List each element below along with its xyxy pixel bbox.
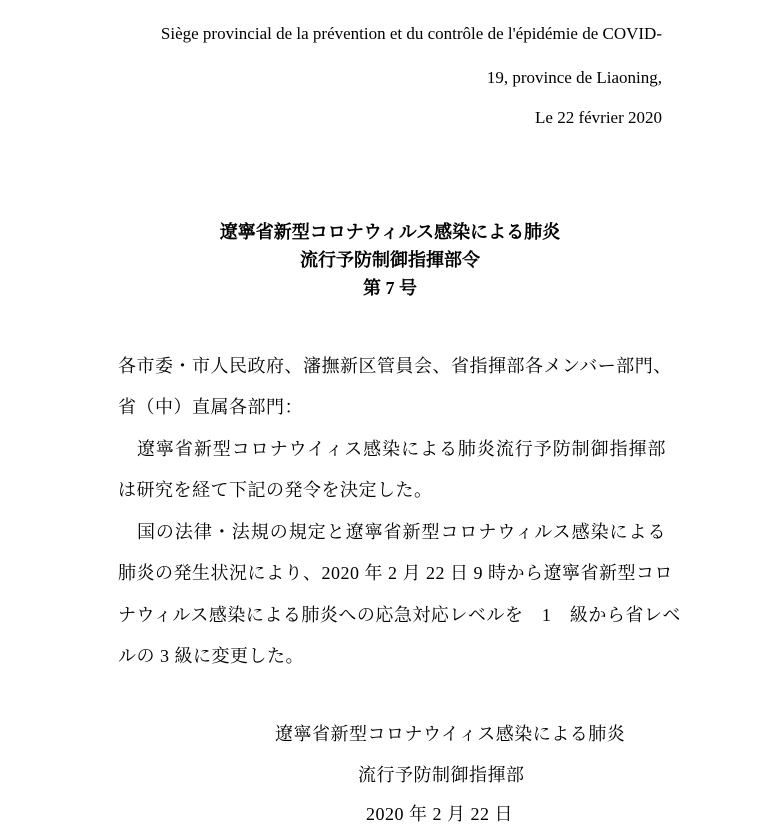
title-line-3: 第 7 号 xyxy=(363,278,417,298)
paragraph-2-line-1: 国の法律・法規の規定と遼寧省新型コロナウィルス感染による xyxy=(118,522,666,542)
header-line-1: Siège provincial de la prévention et du contrôle de l'épidémie de COVID- xyxy=(160,24,662,43)
title-line-2: 流行予防制御指揮部令 xyxy=(300,250,480,270)
paragraph-2-line-4: ルの 3 級に変更した。 xyxy=(118,646,304,666)
paragraph-1-line-1: 遼寧省新型コロナウイィス感染による肺炎流行予防制御指揮部 xyxy=(118,439,666,459)
address-line-2: 省（中）直属各部門： xyxy=(118,397,303,417)
paragraph-2-line-3: ナウィルス感染による肺炎への応急対応レベルを 1 級から省レベ xyxy=(118,605,681,625)
header-date: Le 22 février 2020 xyxy=(535,108,662,127)
header-line-2: 19, province de Liaoning, xyxy=(486,68,662,87)
signature-line-1: 遼寧省新型コロナウイィス感染による肺炎 xyxy=(275,724,626,744)
signature-line-2: 流行予防制御指揮部 xyxy=(358,765,525,785)
address-line-1: 各市委・市人民政府、瀋撫新区管員会、省指揮部各メンバー部門、 xyxy=(118,356,672,376)
title-line-1: 遼寧省新型コロナウィルス感染による肺炎 xyxy=(219,222,561,242)
paragraph-2-line-2: 肺炎の発生状況により、2020 年 2 月 22 日 9 時から遼寧省新型コロ xyxy=(118,563,673,583)
signature-date: 2020 年 2 月 22 日 xyxy=(366,804,513,824)
paragraph-1-line-2: は研究を経て下記の発令を決定した。 xyxy=(118,480,433,500)
